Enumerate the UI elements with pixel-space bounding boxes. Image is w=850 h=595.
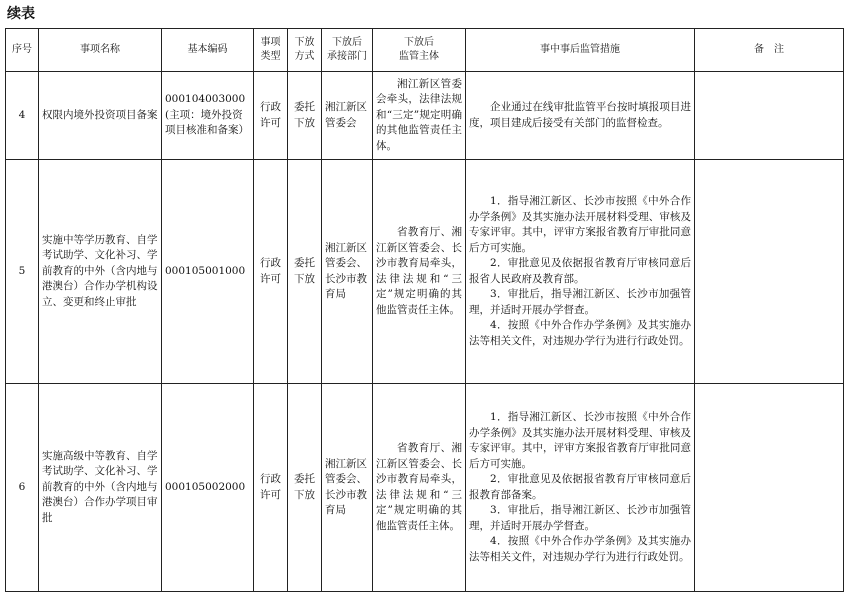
row-code: 000105001000 [162,160,254,384]
row-remark [695,160,844,384]
row-seq: 5 [6,160,39,384]
row-measures [466,72,695,160]
supervision-table [5,28,844,592]
measure-item: 1．指导湘江新区、长沙市按照《中外合作办学条例》及其实施办法开展材料受理、审核及专家评审。其中，评审方案报省教育厅审批同意后方可实施。 [469,195,691,254]
header-measures: 事中事后监管措施 [466,29,695,72]
row-type: 行政 许可 [254,72,288,160]
supervisor-text: 湘江新区管委会牵头，法律法规和“三定”规定明确的其他监管责任主体。 [376,77,462,152]
row-name: 实施高级中等教育、自学考试助学、文化补习、学前教育的中外（含内地与港澳台）合作办学项目审批 [39,384,162,592]
row-method: 委托 下放 [288,384,322,592]
row-code: 000104003000 (主项：境外投资项目核准和备案） [162,72,254,160]
row-name: 权限内境外投资项目备案 [39,72,162,160]
supervisor-text: 省教育厅、湘江新区管委会、长沙市教育局牵头，法律法规和“三定”规定明确的其他监管责任主体。 [376,442,462,532]
header-code: 基本编码 [162,29,254,72]
header-dept: 下放后 承接部门 [322,29,373,72]
row-dept: 湘江新区 管委会 [322,72,373,160]
row-method: 委托 下放 [288,72,322,160]
table-row [6,72,844,160]
header-method: 下放 方式 [288,29,322,72]
header-supervisor: 下放后 监管主体 [373,29,466,72]
continuation-label: 续表 [7,6,35,22]
measure-item: 4．按照《中外合作办学条例》及其实施办法等相关文件，对违规办学行为进行行政处罚。 [469,319,691,347]
row-remark [695,72,844,160]
row-seq: 6 [6,384,39,592]
supervisor-text: 省教育厅、湘江新区管委会、长沙市教育局牵头，法律法规和“三定”规定明确的其他监管责任主体。 [376,226,462,316]
row-dept: 湘江新区管委会、长沙市教育局 [322,384,373,592]
row-supervisor [373,384,466,592]
header-row [6,29,844,72]
header-name: 事项名称 [39,29,162,72]
row-code: 000105002000 [162,384,254,592]
measure-item: 4．按照《中外合作办学条例》及其实施办法等相关文件，对违规办学行为进行行政处罚。 [469,535,691,563]
header-type: 事项 类型 [254,29,288,72]
row-type: 行政 许可 [254,384,288,592]
measure-item: 企业通过在线审批监管平台按时填报项目进度，项目建成后接受有关部门的监督检查。 [469,101,691,129]
row-supervisor [373,72,466,160]
table-row [6,160,844,384]
row-type: 行政 许可 [254,160,288,384]
measure-item: 2．审批意见及依据报省教育厅审核同意后报省人民政府及教育部。 [469,257,691,285]
header-remark: 备 注 [695,29,844,72]
table-row [6,384,844,592]
row-seq: 4 [6,72,39,160]
row-supervisor [373,160,466,384]
row-remark [695,384,844,592]
measure-item: 3．审批后，指导湘江新区、长沙市加强管理，并适时开展办学督查。 [469,504,691,532]
header-seq: 序号 [6,29,39,72]
measure-item: 1．指导湘江新区、长沙市按照《中外合作办学条例》及其实施办法开展材料受理、审核及专家评审。其中，评审方案报省教育厅审批同意后方可实施。 [469,411,691,470]
row-dept: 湘江新区管委会、长沙市教育局 [322,160,373,384]
row-measures [466,160,695,384]
row-method: 委托 下放 [288,160,322,384]
row-measures [466,384,695,592]
measure-item: 2．审批意见及依据报省教育厅审核同意后报教育部备案。 [469,473,691,501]
row-name: 实施中等学历教育、自学考试助学、文化补习、学前教育的中外（含内地与港澳台）合作办学机构设立、变更和终止审批 [39,160,162,384]
measure-item: 3．审批后，指导湘江新区、长沙市加强管理，并适时开展办学督查。 [469,288,691,316]
